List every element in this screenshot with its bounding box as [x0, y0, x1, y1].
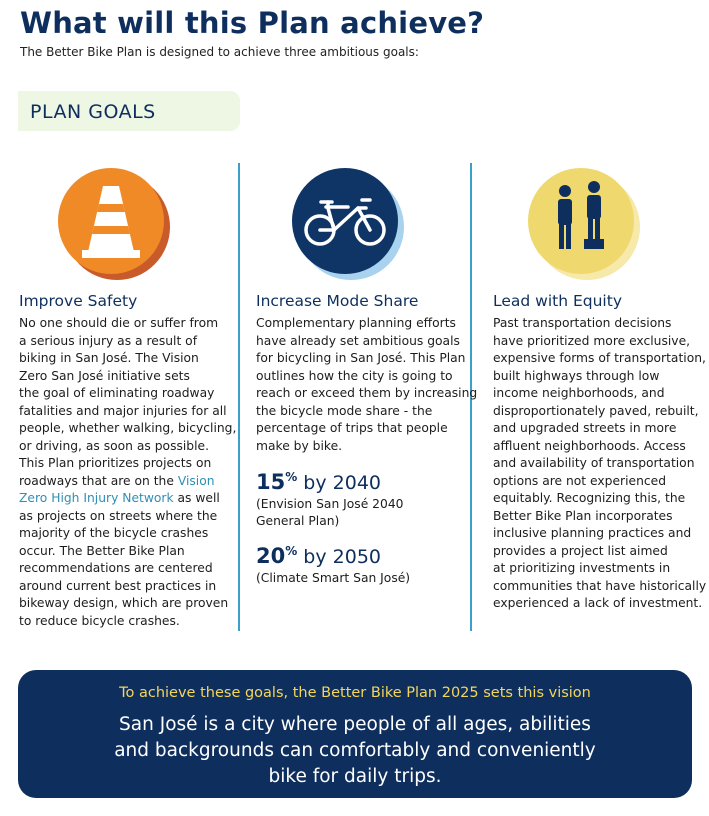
stat-target-year: by 2040: [297, 472, 382, 494]
text-line: majority of the bicycle crashes: [19, 526, 209, 540]
text-line: or driving, as soon as possible.: [19, 438, 209, 453]
text-line: people, whether walking, bicycling,: [19, 421, 237, 435]
text-line: options are not experienced: [493, 473, 667, 488]
text-line: equitably. Recognizing this, the: [493, 491, 686, 505]
goal-body-mode-share: [256, 315, 477, 455]
page-subtitle: The Better Bike Plan is designed to achieve three ambitious goals:: [20, 45, 419, 59]
text-line: biking in San José. The Vision: [19, 351, 199, 365]
text-line: income neighborhoods, and: [493, 386, 665, 400]
goal-body-safety: [19, 315, 236, 630]
text-line: Complementary planning efforts: [256, 316, 456, 330]
vision-statement: [18, 712, 692, 790]
section-label: PLAN GOALS: [30, 101, 156, 123]
text-line: communities that have historically: [493, 578, 707, 593]
text-line: provides a project list aimed: [493, 543, 668, 558]
goal-heading-equity: Lead with Equity: [493, 292, 622, 310]
traffic-cone-icon: [54, 164, 174, 284]
vision-lead: To achieve these goals, the Better Bike Plan 2025 sets this vision: [119, 685, 591, 701]
text-line: to reduce bicycle crashes.: [19, 613, 180, 628]
text-line: percentage of trips that people: [256, 421, 448, 435]
vision-zero-link-part-1[interactable]: Vision: [177, 473, 215, 488]
goal-body-equity: [493, 315, 706, 613]
stat-target-year: by 2050: [297, 546, 382, 568]
stat-2040: [256, 470, 403, 530]
stat-unit: %: [285, 544, 298, 558]
stat-unit: %: [285, 470, 298, 484]
text-line: occur. The Better Bike Plan: [19, 543, 185, 558]
stat-source: [256, 496, 403, 530]
text-line: affluent neighborhoods. Access: [493, 438, 686, 453]
vision-zero-link-part-2[interactable]: Zero High Injury Network: [19, 491, 174, 505]
text-line: (Climate Smart San José): [256, 571, 411, 585]
text-line: fatalities and major injuries for all: [19, 403, 227, 418]
text-line: bike for daily trips.: [268, 766, 442, 787]
text-line: have already set ambitious goals: [256, 333, 460, 348]
vision-statement-box: [18, 670, 692, 798]
stat-2050: [256, 544, 410, 587]
text-line: No one should die or suffer from: [19, 316, 219, 330]
text-line: outlines how the city is going to: [256, 368, 453, 383]
text-line: reach or exceed them by increasing: [256, 386, 478, 400]
stat-number: 15: [256, 470, 286, 494]
text-line: disproportionately paved, rebuilt,: [493, 403, 699, 418]
text-line: Past transportation decisions: [493, 316, 672, 330]
text-line: inclusive planning practices and: [493, 526, 692, 540]
text-line: Better Bike Plan incorporates: [493, 508, 673, 523]
goal-heading-safety: Improve Safety: [19, 292, 138, 310]
text-line: make by bike.: [256, 438, 343, 453]
text-line: built highways through low: [493, 368, 660, 383]
text-line: for bicycling in San José. This Plan: [256, 351, 466, 365]
text-line: around current best practices in: [19, 578, 217, 593]
column-divider-1: [238, 163, 240, 631]
stat-number: 20: [256, 544, 286, 568]
text-fragment: as well: [173, 491, 220, 505]
text-line: San José is a city where people of all ages, abilities: [119, 714, 591, 735]
text-line: General Plan): [256, 514, 340, 528]
text-line: and upgraded streets in more: [493, 421, 677, 435]
text-line: at prioritizing investments in: [493, 561, 671, 575]
text-line: and backgrounds can comfortably and conveniently: [114, 740, 596, 761]
text-line: experienced a lack of investment.: [493, 596, 703, 610]
bicycle-icon: [288, 164, 408, 284]
equity-figures-icon: [524, 164, 644, 284]
text-line: recommendations are centered: [19, 561, 213, 575]
text-line: bikeway design, which are proven: [19, 596, 229, 610]
text-line: the bicycle mode share - the: [256, 403, 433, 418]
text-line: a serious injury as a result of: [19, 333, 198, 348]
text-line: the goal of eliminating roadway: [19, 386, 215, 400]
text-line: expensive forms of transportation,: [493, 351, 706, 365]
text-line: Zero San José initiative sets: [19, 368, 190, 383]
text-fragment: roadways that are on the: [19, 473, 174, 488]
text-line: This Plan prioritizes projects on: [19, 456, 212, 470]
text-line: have prioritized more exclusive,: [493, 333, 691, 348]
text-line: as projects on streets where the: [19, 508, 218, 523]
goal-heading-mode-share: Increase Mode Share: [256, 292, 419, 310]
text-line-with-link: [19, 490, 236, 508]
text-line: and availability of transportation: [493, 456, 695, 470]
text-line-with-link: [19, 473, 236, 491]
page-title: What will this Plan achieve?: [20, 6, 485, 40]
stat-source: [256, 570, 410, 587]
text-line: (Envision San José 2040: [256, 497, 404, 511]
